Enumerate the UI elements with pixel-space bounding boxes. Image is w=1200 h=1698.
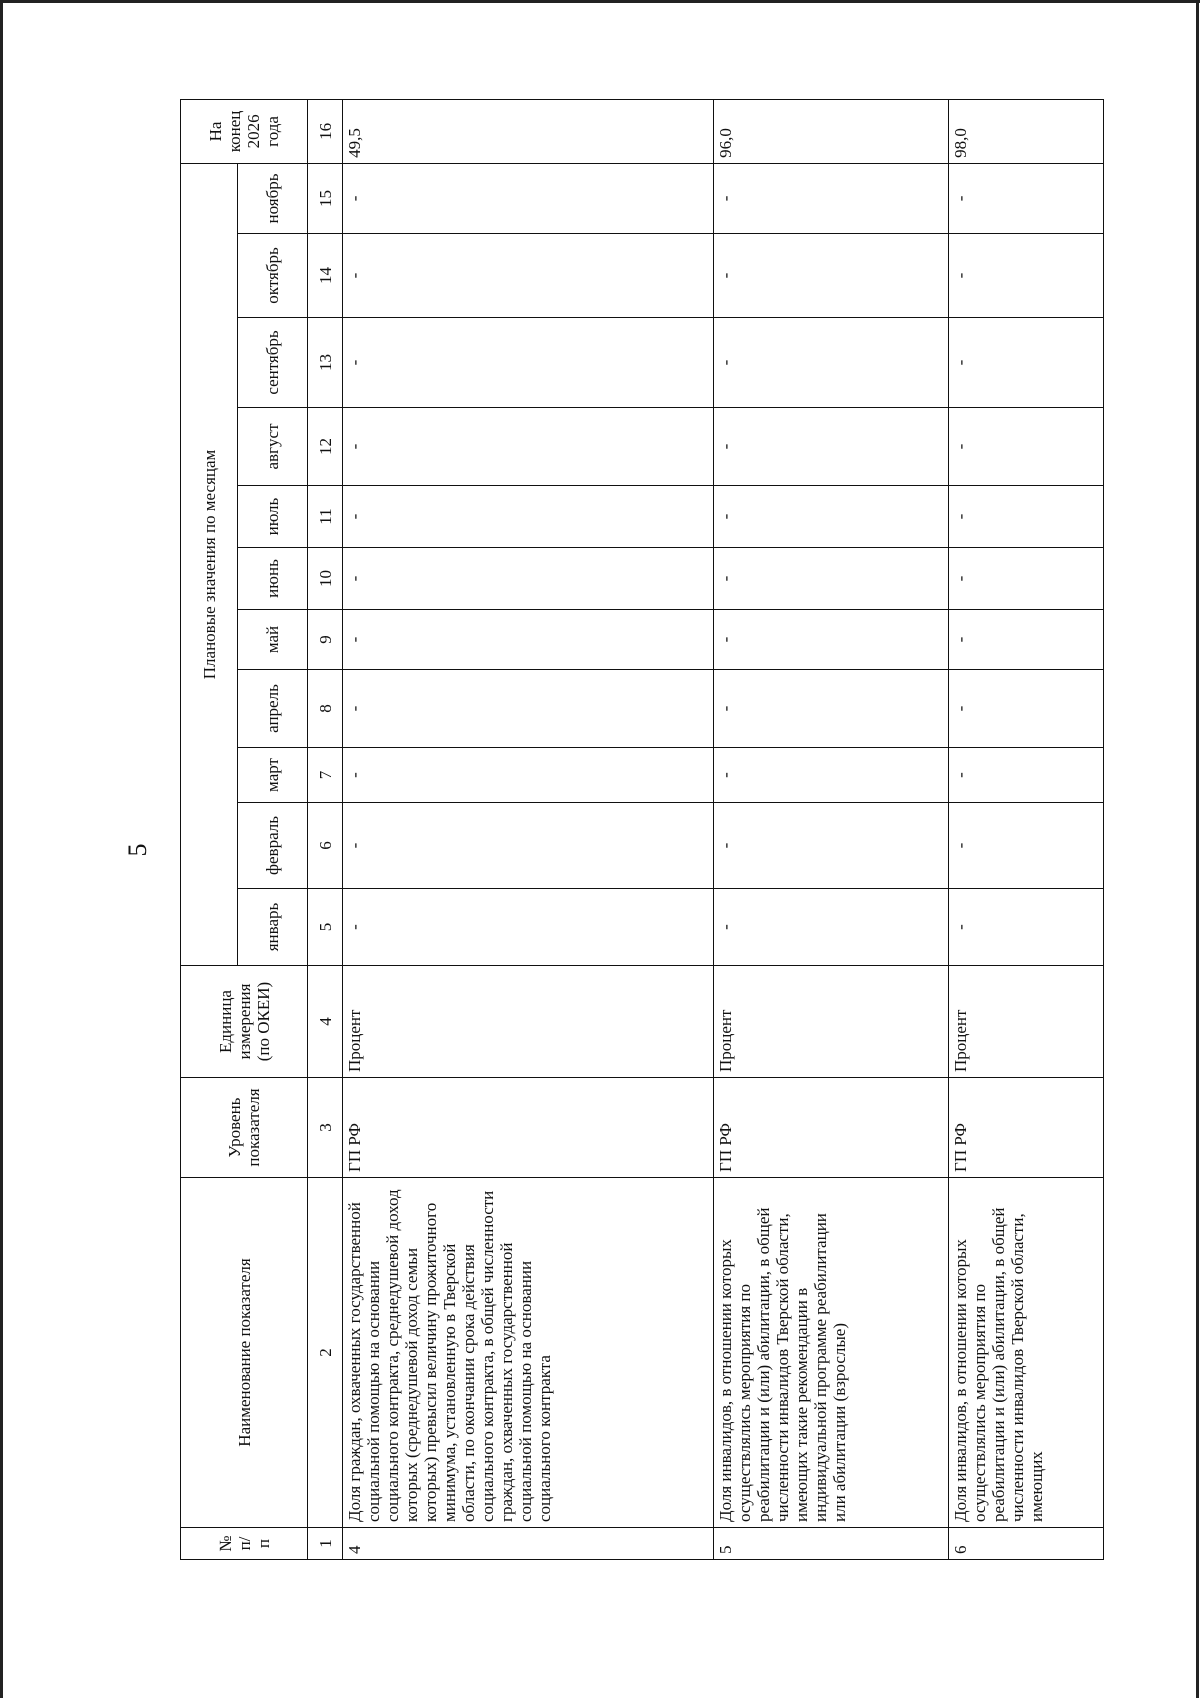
month-value: - [949,234,1104,318]
month-value: - [714,803,949,889]
column-number: 6 [308,803,343,889]
header-month: сентябрь [238,318,308,408]
column-number: 15 [308,163,343,233]
column-number: 9 [308,610,343,670]
indicator-name: Доля инвалидов, в отношении которых осуществлялись мероприятия по реабилитации и (или) абилитации, в общей численности инвалидов Тверской области, имеющих такие рекомендации в индивидуальной программе реабилитации или абилитации (взрослые) [714,1178,949,1528]
month-value: - [949,889,1104,966]
month-value: - [343,803,714,889]
header-month: апрель [238,670,308,748]
header-month: май [238,610,308,670]
header-month: июль [238,486,308,548]
row-number: 4 [343,1528,714,1560]
indicator-level: ГП РФ [949,1078,1104,1178]
month-value: - [714,670,949,748]
indicator-unit: Процент [949,966,1104,1078]
table-row [343,99,714,1559]
month-value: - [714,234,949,318]
year-end-value: 98,0 [949,99,1104,163]
month-value: - [714,486,949,548]
indicator-level: ГП РФ [714,1078,949,1178]
page-number: 5 [123,843,152,857]
indicator-name: Доля граждан, охваченных государственной социальной помощью на основании социального контракта, среднедушевой доход которых (среднедушевой доход семьи которых) превысил величину прожиточного минимума, установленную в Тверской области, по окончании срока действия социального контракта, в общей численности граждан, охваченных государственной социальной помощью на основании социального контракта [343,1178,714,1528]
month-value: - [343,234,714,318]
header-monthly-group: Плановые значения по месяцам [181,163,238,965]
column-number: 14 [308,234,343,318]
header-level: Уровень показателя [181,1078,308,1178]
month-value: - [343,163,714,233]
table-row [949,99,1104,1559]
month-value: - [949,670,1104,748]
column-number: 2 [308,1178,343,1528]
month-value: - [714,408,949,486]
column-number: 8 [308,670,343,748]
month-value: - [949,408,1104,486]
year-end-value: 96,0 [714,99,949,163]
year-end-value: 49,5 [343,99,714,163]
month-value: - [343,408,714,486]
month-value: - [343,548,714,610]
header-year-end: На конец 2026 года [181,99,308,163]
indicator-unit: Процент [714,966,949,1078]
month-value: - [343,889,714,966]
month-value: - [714,748,949,803]
header-month: август [238,408,308,486]
table-row [714,99,949,1559]
indicator-level: ГП РФ [343,1078,714,1178]
row-number: 6 [949,1528,1104,1560]
month-value: - [343,748,714,803]
header-month: февраль [238,803,308,889]
month-value: - [343,670,714,748]
month-value: - [949,548,1104,610]
scan-edge-top [0,0,1200,3]
month-value: - [949,163,1104,233]
column-number: 11 [308,486,343,548]
header-row-1 [181,99,238,1559]
column-number: 12 [308,408,343,486]
column-number: 1 [308,1528,343,1560]
header-num: № п/п [181,1528,308,1560]
month-value: - [949,803,1104,889]
month-value: - [343,610,714,670]
header-month: март [238,748,308,803]
month-value: - [949,318,1104,408]
header-month: октябрь [238,234,308,318]
column-number: 5 [308,889,343,966]
column-number: 13 [308,318,343,408]
month-value: - [714,318,949,408]
rotated-table-container [180,110,1130,1560]
month-value: - [714,610,949,670]
month-value: - [714,163,949,233]
header-name: Наименование показателя [181,1178,308,1528]
header-month: январь [238,889,308,966]
month-value: - [949,748,1104,803]
scan-edge-right [1196,0,1199,1698]
column-number: 10 [308,548,343,610]
month-value: - [949,486,1104,548]
indicator-unit: Процент [343,966,714,1078]
header-month: июнь [238,548,308,610]
indicators-table [180,99,1104,1560]
header-unit: Единица измерения (по ОКЕИ) [181,966,308,1078]
month-value: - [714,548,949,610]
column-number: 4 [308,966,343,1078]
month-value: - [343,318,714,408]
column-number: 3 [308,1078,343,1178]
row-number: 5 [714,1528,949,1560]
month-value: - [949,610,1104,670]
indicator-name: Доля инвалидов, в отношении которых осуществлялись мероприятия по реабилитации и (или) абилитации, в общей численности инвалидов Тверской области, имеющих [949,1178,1104,1528]
month-value: - [714,889,949,966]
header-month: ноябрь [238,163,308,233]
month-value: - [343,486,714,548]
scan-edge-left [0,0,3,1698]
column-number: 7 [308,748,343,803]
column-numbers-row [308,99,343,1559]
column-number: 16 [308,99,343,163]
